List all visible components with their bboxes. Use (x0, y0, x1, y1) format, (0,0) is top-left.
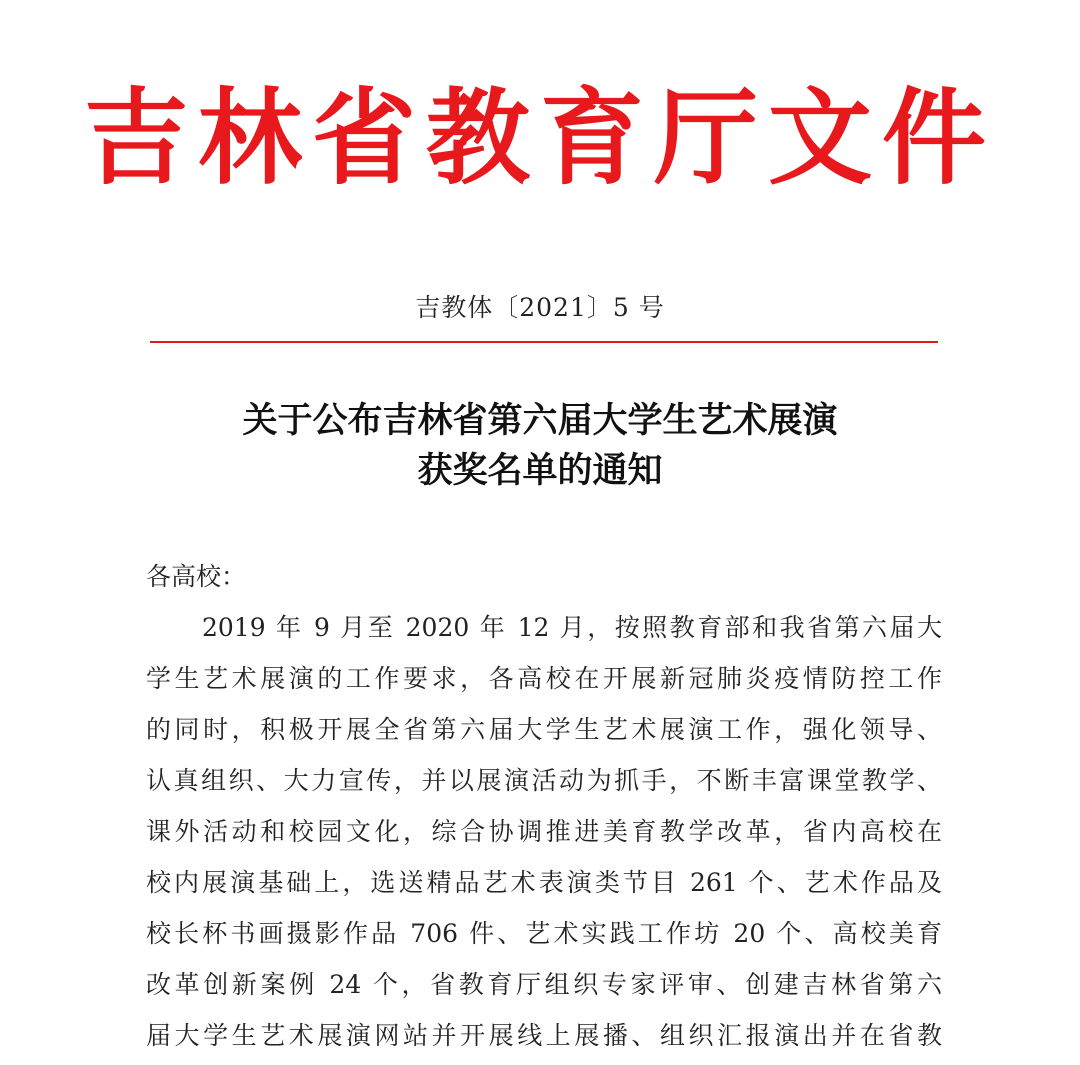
issuer-title: 吉林省教育厅文件 (83, 76, 996, 199)
body-line: 校长杯书画摄影作品 706 件、艺术实践工作坊 20 个、高校美育 (146, 919, 942, 948)
notice-title-line-2: 获奖名单的通知 (417, 451, 663, 491)
body-line: 改革创新案例 24 个，省教育厅组织专家评审、创建吉林省第六 (146, 970, 942, 999)
body-line: 届大学生艺术展演网站并开展线上展播、组织汇报演出并在省教 (146, 1021, 942, 1050)
body-line: 2019 年 9 月至 2020 年 12 月，按照教育部和我省第六届大 (202, 613, 942, 642)
notice-title (0, 396, 1080, 496)
body-line: 认真组织、大力宣传，并以展演活动为抓手，不断丰富课堂教学、 (146, 766, 942, 795)
notice-title-line-1: 关于公布吉林省第六届大学生艺术展演 (242, 401, 838, 441)
body-paragraph (146, 606, 946, 1065)
document-number: 吉教体〔2021〕5 号 (415, 293, 665, 322)
body-line: 学生艺术展演的工作要求，各高校在开展新冠肺炎疫情防控工作 (146, 664, 942, 693)
red-divider (150, 341, 938, 343)
body-line: 的同时，积极开展全省第六届大学生艺术展演工作，强化领导、 (146, 715, 942, 744)
body-line: 校内展演基础上，选送精品艺术表演类节目 261 个、艺术作品及 (146, 868, 942, 897)
body-line: 课外活动和校园文化，综合协调推进美育教学改革，省内高校在 (146, 817, 942, 846)
salutation: 各高校： (146, 562, 247, 591)
